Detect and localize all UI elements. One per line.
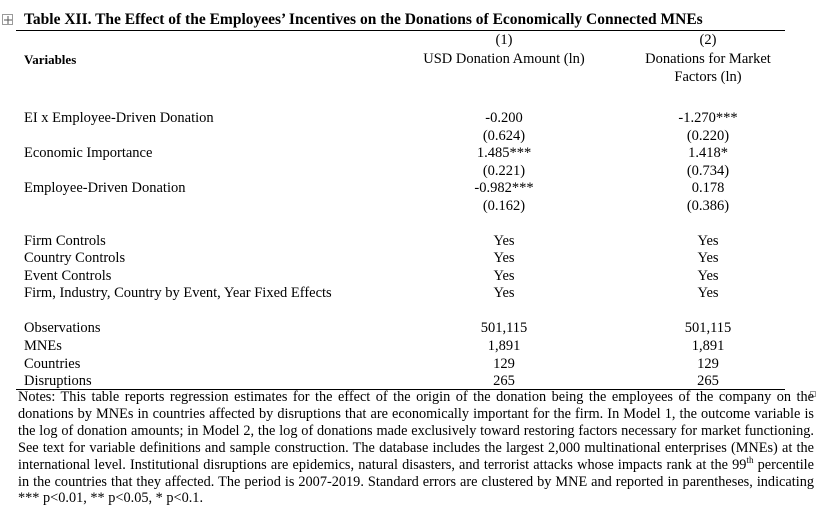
- control-cell: Yes: [697, 233, 719, 249]
- control-cell: Yes: [697, 268, 719, 284]
- row-label: Economic Importance: [24, 145, 153, 161]
- table-notes: [18, 389, 814, 507]
- move-arrows-icon: [3, 15, 14, 26]
- col2-number: (2): [699, 32, 717, 48]
- row-label: EI x Employee-Driven Donation: [24, 110, 214, 126]
- row-label: Firm, Industry, Country by Event, Year Fixed Effects: [24, 285, 332, 301]
- col1-title: USD Donation Amount (ln): [423, 51, 585, 67]
- stat-cell: 265: [493, 373, 515, 389]
- coef-cell: 1.485***: [476, 145, 532, 161]
- row-label: Event Controls: [24, 268, 112, 284]
- control-cell: Yes: [493, 285, 515, 301]
- stat-cell: 1,891: [487, 338, 521, 354]
- top-rule: [16, 30, 785, 31]
- row-label: Countries: [24, 356, 81, 372]
- se-cell: (0.386): [686, 198, 730, 214]
- table-move-handle[interactable]: [2, 14, 13, 25]
- control-cell: Yes: [493, 250, 515, 266]
- variables-header: Variables: [24, 52, 77, 67]
- stat-cell: 265: [697, 373, 719, 389]
- stat-cell: 1,891: [691, 338, 725, 354]
- control-cell: Yes: [697, 250, 719, 266]
- col2-title-line1: Donations for Market: [645, 51, 771, 67]
- notes-superscript: th: [746, 454, 754, 465]
- table-title: Table XII. The Effect of the Employees’ Incentives on the Donations of Economically Connected MNEs: [24, 11, 703, 28]
- row-label: Disruptions: [24, 373, 92, 389]
- coef-cell: -1.270***: [678, 110, 738, 126]
- col2-title-line2: Factors (ln): [674, 69, 742, 85]
- se-cell: (0.624): [482, 128, 526, 144]
- col1-number: (1): [495, 32, 513, 48]
- stat-cell: 501,115: [480, 320, 528, 336]
- row-label: Country Controls: [24, 250, 126, 266]
- notes-text-continued: percentile in the countries that they affected. The period is 2007-2019. Standard errors are clustered by MNE and reported in parentheses, indicating *** p<0.01, ** p<0.05, * p<0.1.: [18, 456, 814, 507]
- stat-cell: 501,115: [684, 320, 732, 336]
- coef-cell: -0.200: [485, 110, 523, 126]
- stat-cell: 129: [697, 356, 719, 372]
- se-cell: (0.221): [482, 163, 526, 179]
- coef-cell: 0.178: [691, 180, 725, 196]
- se-cell: (0.220): [686, 128, 730, 144]
- se-cell: (0.734): [686, 163, 730, 179]
- control-cell: Yes: [493, 233, 515, 249]
- notes-text: Notes: This table reports regression estimates for the effect of the origin of the donation being the employees of the company on the donations by MNEs in countries affected by disruptions that are economically important for the firm. In Model 1, the outcome variable is the log of donation amounts; in Model 2, the log of donations made exclusively toward restoring factors necessary for market functioning. See text for variable definitions and sample construction. The database includes the largest 2,000 multinational enterprises (MNEs) at the international level. Institutional disruptions are epidemics, natural disasters, and terrorist attacks whose impacts rank at the 99: [18, 389, 814, 473]
- coef-cell: -0.982***: [474, 180, 534, 196]
- row-label: Firm Controls: [24, 233, 106, 249]
- row-label: MNEs: [24, 338, 62, 354]
- coef-cell: 1.418*: [688, 145, 728, 161]
- se-cell: (0.162): [482, 198, 526, 214]
- control-cell: Yes: [697, 285, 719, 301]
- control-cell: Yes: [493, 268, 515, 284]
- row-label: Observations: [24, 320, 101, 336]
- row-label: Employee-Driven Donation: [24, 180, 186, 196]
- stat-cell: 129: [493, 356, 515, 372]
